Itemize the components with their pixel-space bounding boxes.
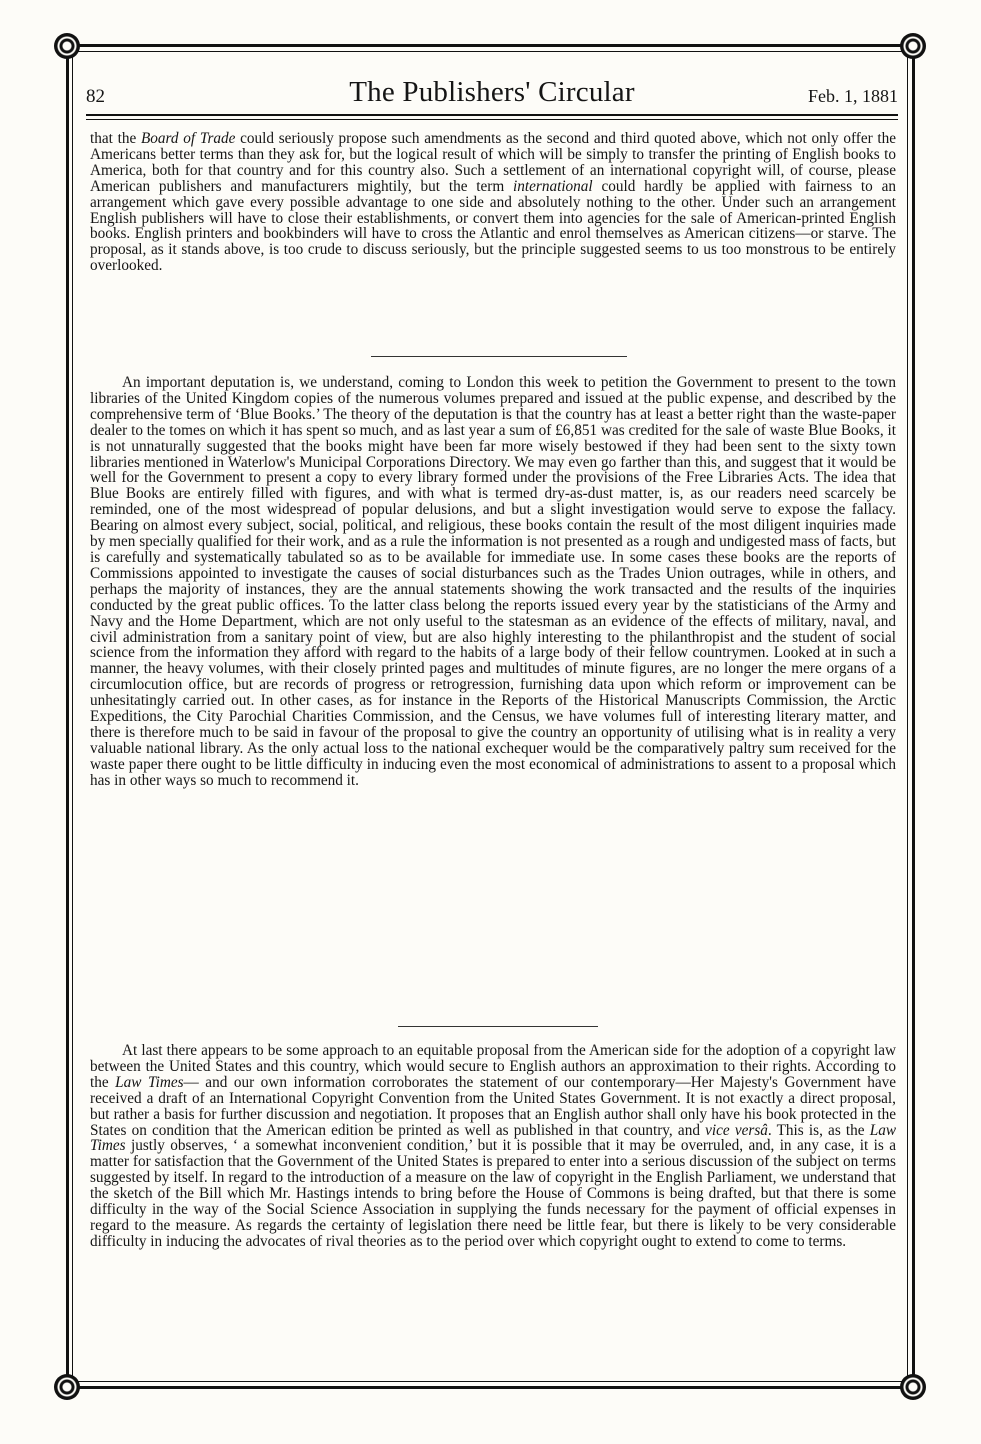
corner-ornament-bottom-right (900, 1374, 926, 1400)
frame-bottom-rule-thin (72, 1381, 908, 1382)
corner-ornament-top-left (54, 33, 80, 59)
paragraph: that the Board of Trade could seriously propose such amendments as the second and third quoted above, which not only offer the Americans better terms than they ask for, but the logical result of which will be simply to transfer the printing of English books to America, both for that country and for this country also. Such a settlement of an international copyright will, of course, please American publishers and manufacturers mightily, but the term international could hardly be applied with fairness to an arrangement which gave every possible advantage to one side and absolutely nothing to the other. Under such an arrangement English publishers will have to close their establishments, or convert them into agencies for the sale of American-printed English books. English printers and bookbinders will have to cross the Atlantic and enrol themselves as American citizens—or starve. The proposal, as it stands above, is too crude to discuss seriously, but the principle suggested seems to us too monstrous to be entirely overlooked. (90, 130, 897, 275)
page-number: 82 (86, 86, 105, 107)
frame-bottom-rule (58, 1386, 924, 1389)
header-rule-thin (86, 119, 898, 120)
frame-right-rule (912, 44, 915, 1390)
corner-ornament-bottom-left (54, 1374, 80, 1400)
running-header (86, 76, 898, 112)
corner-ornament-top-right (900, 33, 926, 59)
issue-date: Feb. 1, 1881 (808, 86, 898, 106)
journal-title: The Publishers' Circular (349, 76, 635, 108)
frame-top-rule-thin (58, 51, 924, 52)
paragraph: At last there appears to be some approach to an equitable proposal from the American side for the adoption of a copyright law between the United States and this country, which would secure to English authors an approximation to their rights. According to the Law Times— and our own information corroborates the statement of our contemporary—Her Majesty's Government have received a draft of an International Copyright Convention from the United States Government. It is not exactly a direct proposal, but rather a basis for further discussion and negotiation. It proposes that an English author shall only have his book protected in the States on condition that the American edition be printed as well as published in that country, and vice versâ. This is, as the Law Times justly observes, ‘ a somewhat inconvenient condition,’ but it is possible that it may be overruled, and, in any case, it is a matter for satisfaction that the Government of the United States is prepared to enter into a serious discussion of the subject on terms suggested by itself. In regard to the introduction of a measure on the law of copyright in the English Parliament, we understand that the sketch of the Bill which Mr. Hastings intends to bring before the House of Commons is being drafted, but that there is some difficulty in the way of the Social Science Association in supplying the funds necessary for the payment of official expenses in regard to the measure. As regards the certainty of legislation there need be little fear, but there is likely to be very considerable difficulty in inducing the advocates of rival theories as to the period over which copyright ought to extend to come to terms. (90, 1042, 897, 1250)
section-divider (371, 356, 627, 357)
frame-left-rule (66, 44, 69, 1390)
header-rule-thick (86, 114, 898, 116)
frame-left-rule-thin (72, 52, 73, 1384)
article-blue-books (90, 375, 896, 789)
frame-right-rule-thin (907, 52, 908, 1384)
section-divider (398, 1026, 598, 1027)
article-american-proposal (90, 1043, 896, 1250)
article-copyright-amendments (90, 131, 896, 274)
paragraph: An important deputation is, we understand, coming to London this week to petition the Government to present to the town libraries of the United Kingdom copies of the numerous volumes prepared and issued at the public expense, and described by the comprehensive term of ‘Blue Books.’ The theory of the deputation is that the country has at least a better right than the waste-paper dealer to the tomes on which it has spent so much, and as last year a sum of £6,851 was credited for the sale of waste Blue Books, it is not unnaturally suggested that the books might have been far more wisely bestowed if they had been sent to the sixty town libraries mentioned in Waterlow's Municipal Corporations Directory. We may even go farther than this, and suggest that it would be well for the Government to present a copy to every library formed under the provisions of the Free Libraries Acts. The idea that Blue Books are entirely filled with figures, and with what is termed dry-as-dust matter, is, as our readers need scarcely be reminded, one of the most widespread of popular delusions, and but a slight investigation would serve to expose the fallacy. Bearing on almost every subject, social, political, and religious, these books contain the result of the most diligent inquiries made by men specially qualified for their work, and as a rule the information is not presented as a rough and undigested mass of facts, but is carefully and systematically tabulated so as to be available for immediate use. In some cases these books are the reports of Commissions appointed to investigate the causes of social disturbances such as the Trades Union outrages, while in others, and perhaps the majority of instances, they are the annual statements showing the work transacted and the results of the inquiries conducted by the great public offices. To the latter class belong the reports issued every year by the statisticians of the Army and Navy and the Home Department, which are not only useful to the statesman as an evidence of the effects of military, naval, and civil administration from a sanitary point of view, but are also highly interesting to the philanthropist and the student of social science from the information they afford with regard to the habits of a large body of their fellow countrymen. Looked at in such a manner, the heavy volumes, with their closely printed pages and multitudes of minute figures, are no longer the mere organs of a circumlocution office, but are records of progress or retrogression, furnishing data upon which reform or improvement can be unhesitatingly carried out. In other cases, as for instance in the Reports of the Historical Manuscripts Commission, the Arctic Expeditions, the City Parochial Charities Commission, and the Census, we have volumes full of interesting literary matter, and there is therefore much to be said in favour of the proposal to give the country an opportunity of utilising what is in reality a very valuable national library. As the only actual loss to the national exchequer would be the comparatively paltry sum received for the waste paper there ought to be little difficulty in inducing even the most economical of administrations to assent to a proposal which has in other ways so much to recommend it. (90, 374, 896, 789)
frame-top-rule (58, 44, 924, 47)
